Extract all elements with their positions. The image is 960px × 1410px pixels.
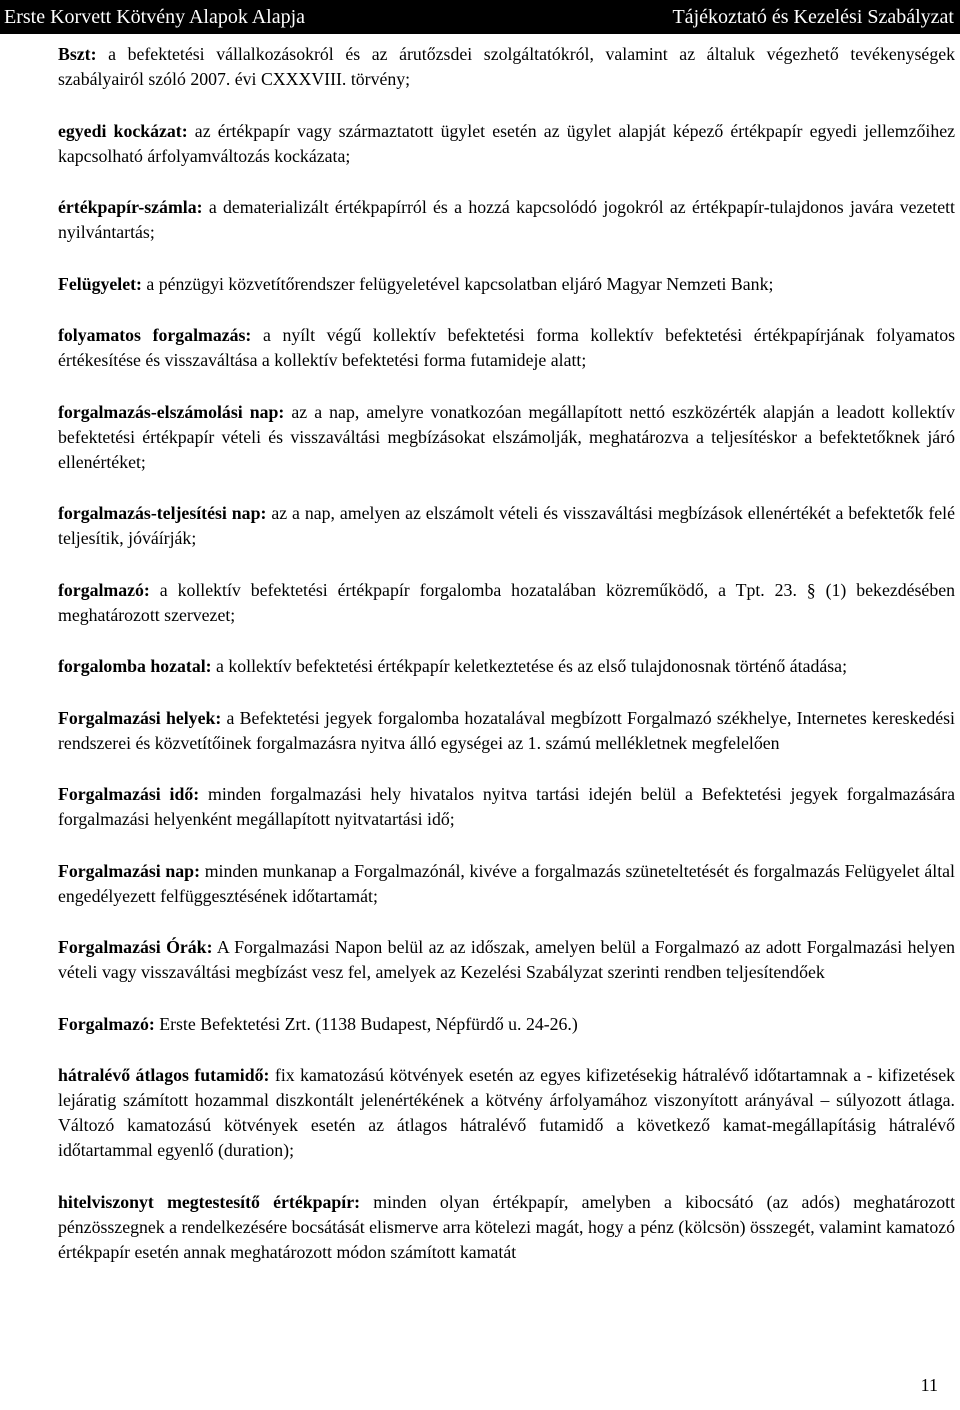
term: forgalmazás-teljesítési nap: — [58, 503, 267, 523]
definition-forgalmazasi-orak — [58, 935, 955, 985]
term: értékpapír-számla: — [58, 197, 203, 217]
section-title: Tájékoztató és Kezelési Szabályzat — [672, 6, 954, 28]
definition-text: fix kamatozású kötvények esetén az egyes kifizetésekig hátralévő időtartamnak a - kifizetések lejáratig számított hozammal diszkontált jelenértékének a kötvény árfolyamához viszonyított arányával – súlyozott átlaga. Változó kamatozású kötvények esetén az átlagos hátralévő futamidő a következő kamat-megállapításig hátralévő időtartammal egyenlő (duration); — [58, 1065, 955, 1160]
definition-text: minden forgalmazási hely hivatalos nyitva tartási idején belül a Befektetési jegyek forgalmazására forgalmazási helyenként megállapított nyitvatartási idő; — [58, 784, 955, 829]
definition-text: minden munkanap a Forgalmazónál, kivéve a forgalmazás szüneteltetését és forgalmazás Felügyelet által engedélyezett felfüggesztésének időtartamát; — [58, 860, 955, 906]
term: folyamatos forgalmazás: — [58, 325, 252, 345]
definition-text: a Befektetési jegyek forgalomba hozatalával megbízott Forgalmazó székhelye, Internetes kereskedési rendszerei és közvetítőinek forgalmazásra nyitva álló egységei az 1. számú mellékletnek megfelelően — [58, 707, 955, 753]
definition-text: a kollektív befektetési értékpapír keletkeztetése és az első tulajdonosnak történő átadása; — [211, 656, 848, 676]
term: Bszt: — [58, 44, 97, 64]
term: forgalmazás-elszámolási nap: — [58, 401, 285, 422]
definition-egyedi-kockazat — [58, 119, 955, 169]
page-number: 11 — [920, 1375, 938, 1395]
page-header — [0, 0, 960, 34]
definition-text: az a nap, amelyre vonatkozóan megállapított nettó eszközérték alapján a leadott kollektív befektetési értékpapír vételi és visszaváltási megbízásokat elszámolják, meghatározva a teljesítéskor a befektetőknek járó ellenértéket; — [58, 401, 955, 472]
term: Forgalmazási Órák: — [58, 937, 213, 957]
definition-text: a befektetési vállalkozásokról és az árutőzsdei szolgáltatókról, valamint az általuk végezhető tevékenységek szabályairól szóló 2007. évi CXXXVIII. törvény; — [58, 44, 955, 89]
definitions-list — [58, 42, 955, 1291]
definition-hitelviszonyt-megtestesito-ertekpapir — [58, 1190, 955, 1265]
term: Forgalmazási idő: — [58, 784, 200, 804]
definition-text: minden olyan értékpapír, amelyben a kibocsátó (az adós) meghatározott pénzösszegnek a rendelkezésére bocsátását elismerve arra kötelezi magát, hogy a pénz (kölcsön) összegét, valamint kamatozó értékpapír esetén annak meghatározott módon számított kamatát — [58, 1191, 956, 1262]
definition-forgalmazo — [58, 1012, 955, 1037]
definition-bszt — [58, 42, 955, 92]
definition-forgalmazasi-ido — [58, 782, 955, 832]
definition-text: a dematerializált értékpapírról és a hozzá kapcsolódó jogokról az értékpapír-tulajdonos javára vezetett nyilvántartás; — [58, 197, 955, 242]
term: Forgalmazó: — [58, 1013, 155, 1034]
term: Forgalmazási helyek: — [58, 707, 222, 728]
term: Forgalmazási nap: — [58, 860, 200, 881]
definition-text: az értékpapír vagy származtatott ügylet esetén az ügylet alapját képező értékpapír egyedi jellemzőihez kapcsolható árfolyamváltozás kockázata; — [58, 120, 955, 166]
definition-forgalmazas-elszamolasi-nap — [58, 400, 955, 475]
definition-felugyelet — [58, 272, 955, 297]
definition-text: a kollektív befektetési értékpapír forgalomba hozatalában közreműködő, a Tpt. 23. § (1) bekezdésében meghatározott szervezet; — [58, 579, 955, 625]
term: forgalmazó: — [58, 579, 150, 600]
term: Felügyelet: — [58, 273, 142, 294]
definition-forgalmazo-lower — [58, 578, 955, 628]
definition-hatralevo-atlagos-futamido — [58, 1063, 955, 1163]
definition-forgalomba-hozatal — [58, 654, 955, 679]
definition-text: Erste Befektetési Zrt. (1138 Budapest, Népfürdő u. 24-26.) — [154, 1013, 578, 1034]
definition-text: az a nap, amelyen az elszámolt vételi és visszaváltási megbízások ellenértékét a befektetők felé teljesítik, jóváírják; — [58, 503, 956, 548]
term: hátralévő átlagos futamidő: — [58, 1065, 270, 1085]
term: egyedi kockázat: — [58, 120, 188, 141]
term: hitelviszonyt megtestesítő értékpapír: — [58, 1191, 361, 1212]
definition-forgalmazas-teljesitesi-nap — [58, 501, 955, 551]
definition-forgalmazasi-nap — [58, 859, 955, 909]
definition-folyamatos-forgalmazas — [58, 323, 955, 373]
document-title: Erste Korvett Kötvény Alapok Alapja — [4, 6, 306, 28]
definition-ertekpapir-szamla — [58, 195, 955, 245]
term: forgalomba hozatal: — [58, 656, 212, 676]
definition-text: A Forgalmazási Napon belül az az időszak, amelyen belül a Forgalmazó az adott Forgalmazási helyen vételi vagy visszaváltási megbízást vesz fel, amelyek az Kezelési Szabályzat szerinti rendben teljesítendőek — [58, 937, 955, 982]
definition-text: a pénzügyi közvetítőrendszer felügyeletével kapcsolatban eljáró Magyar Nemzeti Bank; — [141, 273, 774, 294]
definition-forgalmazasi-helyek — [58, 706, 955, 756]
definition-text: a nyílt végű kollektív befektetési forma kollektív befektetési értékpapírjának folyamatos értékesítése és visszaváltása a kollektív befektetési forma futamideje alatt; — [58, 325, 955, 370]
